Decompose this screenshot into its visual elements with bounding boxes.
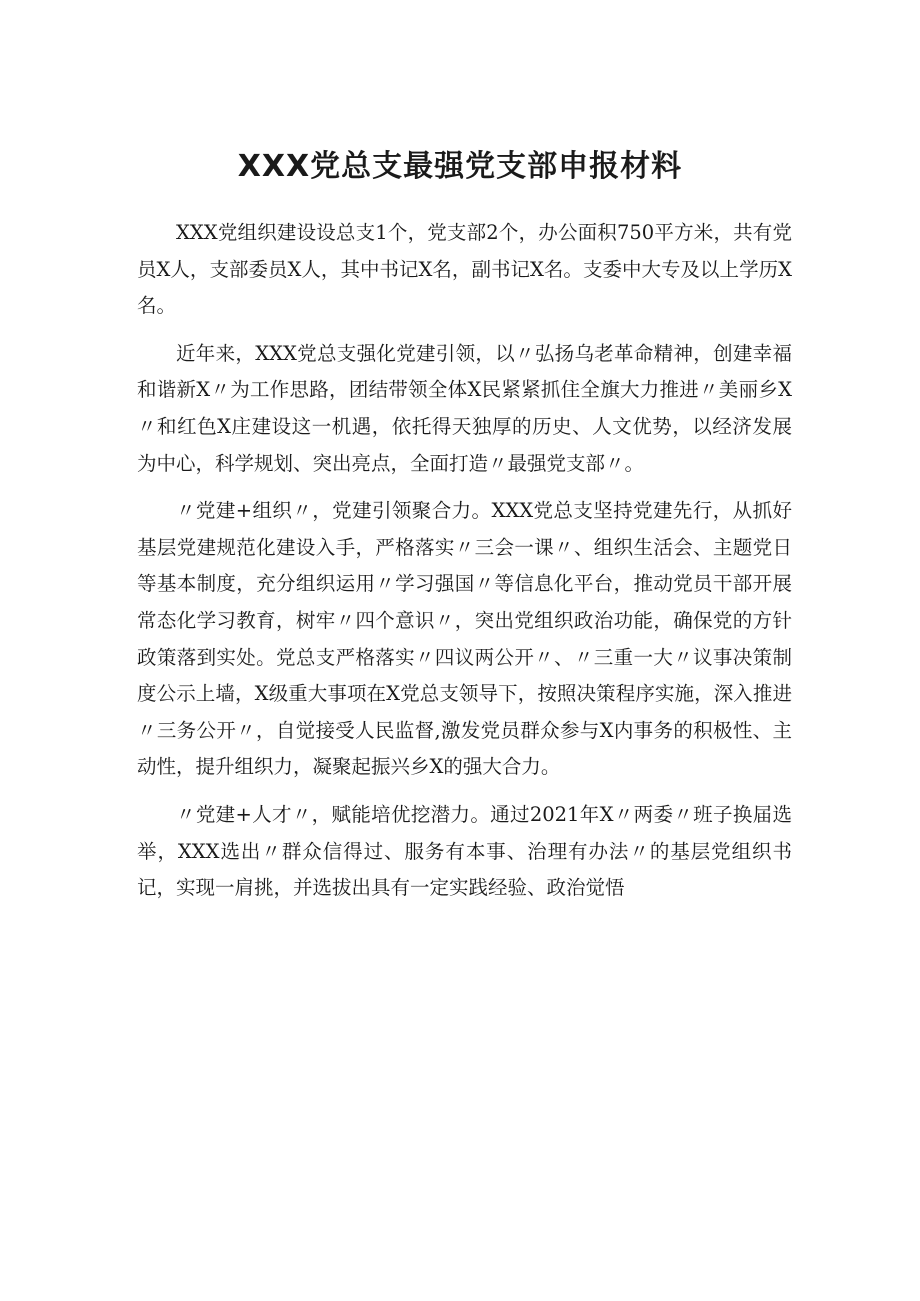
paragraph-party-talent: 〃党建+人才〃，赋能培优挖潜力。通过2021年X〃两委〃班子换届选举，XXX选出〃群众信得过、服务有本事、治理有办法〃的基层党组织书记，实现一肩挑，并选拔出具有一定实践经验、政治觉悟 — [137, 802, 792, 900]
paragraph-party-organization: 〃党建+组织〃，党建引领聚合力。XXX党总支坚持党建先行，从抓好基层党建规范化建设入手，严格落实〃三会一课〃、组织生活会、主题党日等基本制度，充分组织运用〃学习强国〃等信息化平台，推动党员干部开展常态化学习教育，树牢〃四个意识〃，突出党组织政治功能，确保党的方针政策落到实处。党总支严格落实〃四议两公开〃、〃三重一大〃议事决策制度公示上墙，X级重大事项在X党总支领导下，按照决策程序实施，深入推进〃三务公开〃，自觉接受人民监督,激发党员群众参与X内事务的积极性、主动性，提升组织力，凝聚起振兴乡X的强大合力。 — [137, 499, 792, 779]
document-body — [137, 215, 792, 918]
document-title: XXX党总支最强党支部申报材料 — [237, 149, 683, 184]
paragraph-overview: XXX党组织建设设总支1个，党支部2个，办公面积750平方米，共有党员X人，支部委员X人，其中书记X名，副书记X名。支委中大专及以上学历X名。 — [137, 221, 792, 318]
paragraph-recent-years: 近年来，XXX党总支强化党建引领，以〃弘扬乌老革命精神，创建幸福和谐新X〃为工作思路，团结带领全体X民紧紧抓住全旗大力推进〃美丽乡X〃和红色X庄建设这一机遇，依托得天独厚的历史、人文优势，以经济发展为中心，科学规划、突出亮点，全面打造〃最强党支部〃。 — [137, 341, 792, 475]
